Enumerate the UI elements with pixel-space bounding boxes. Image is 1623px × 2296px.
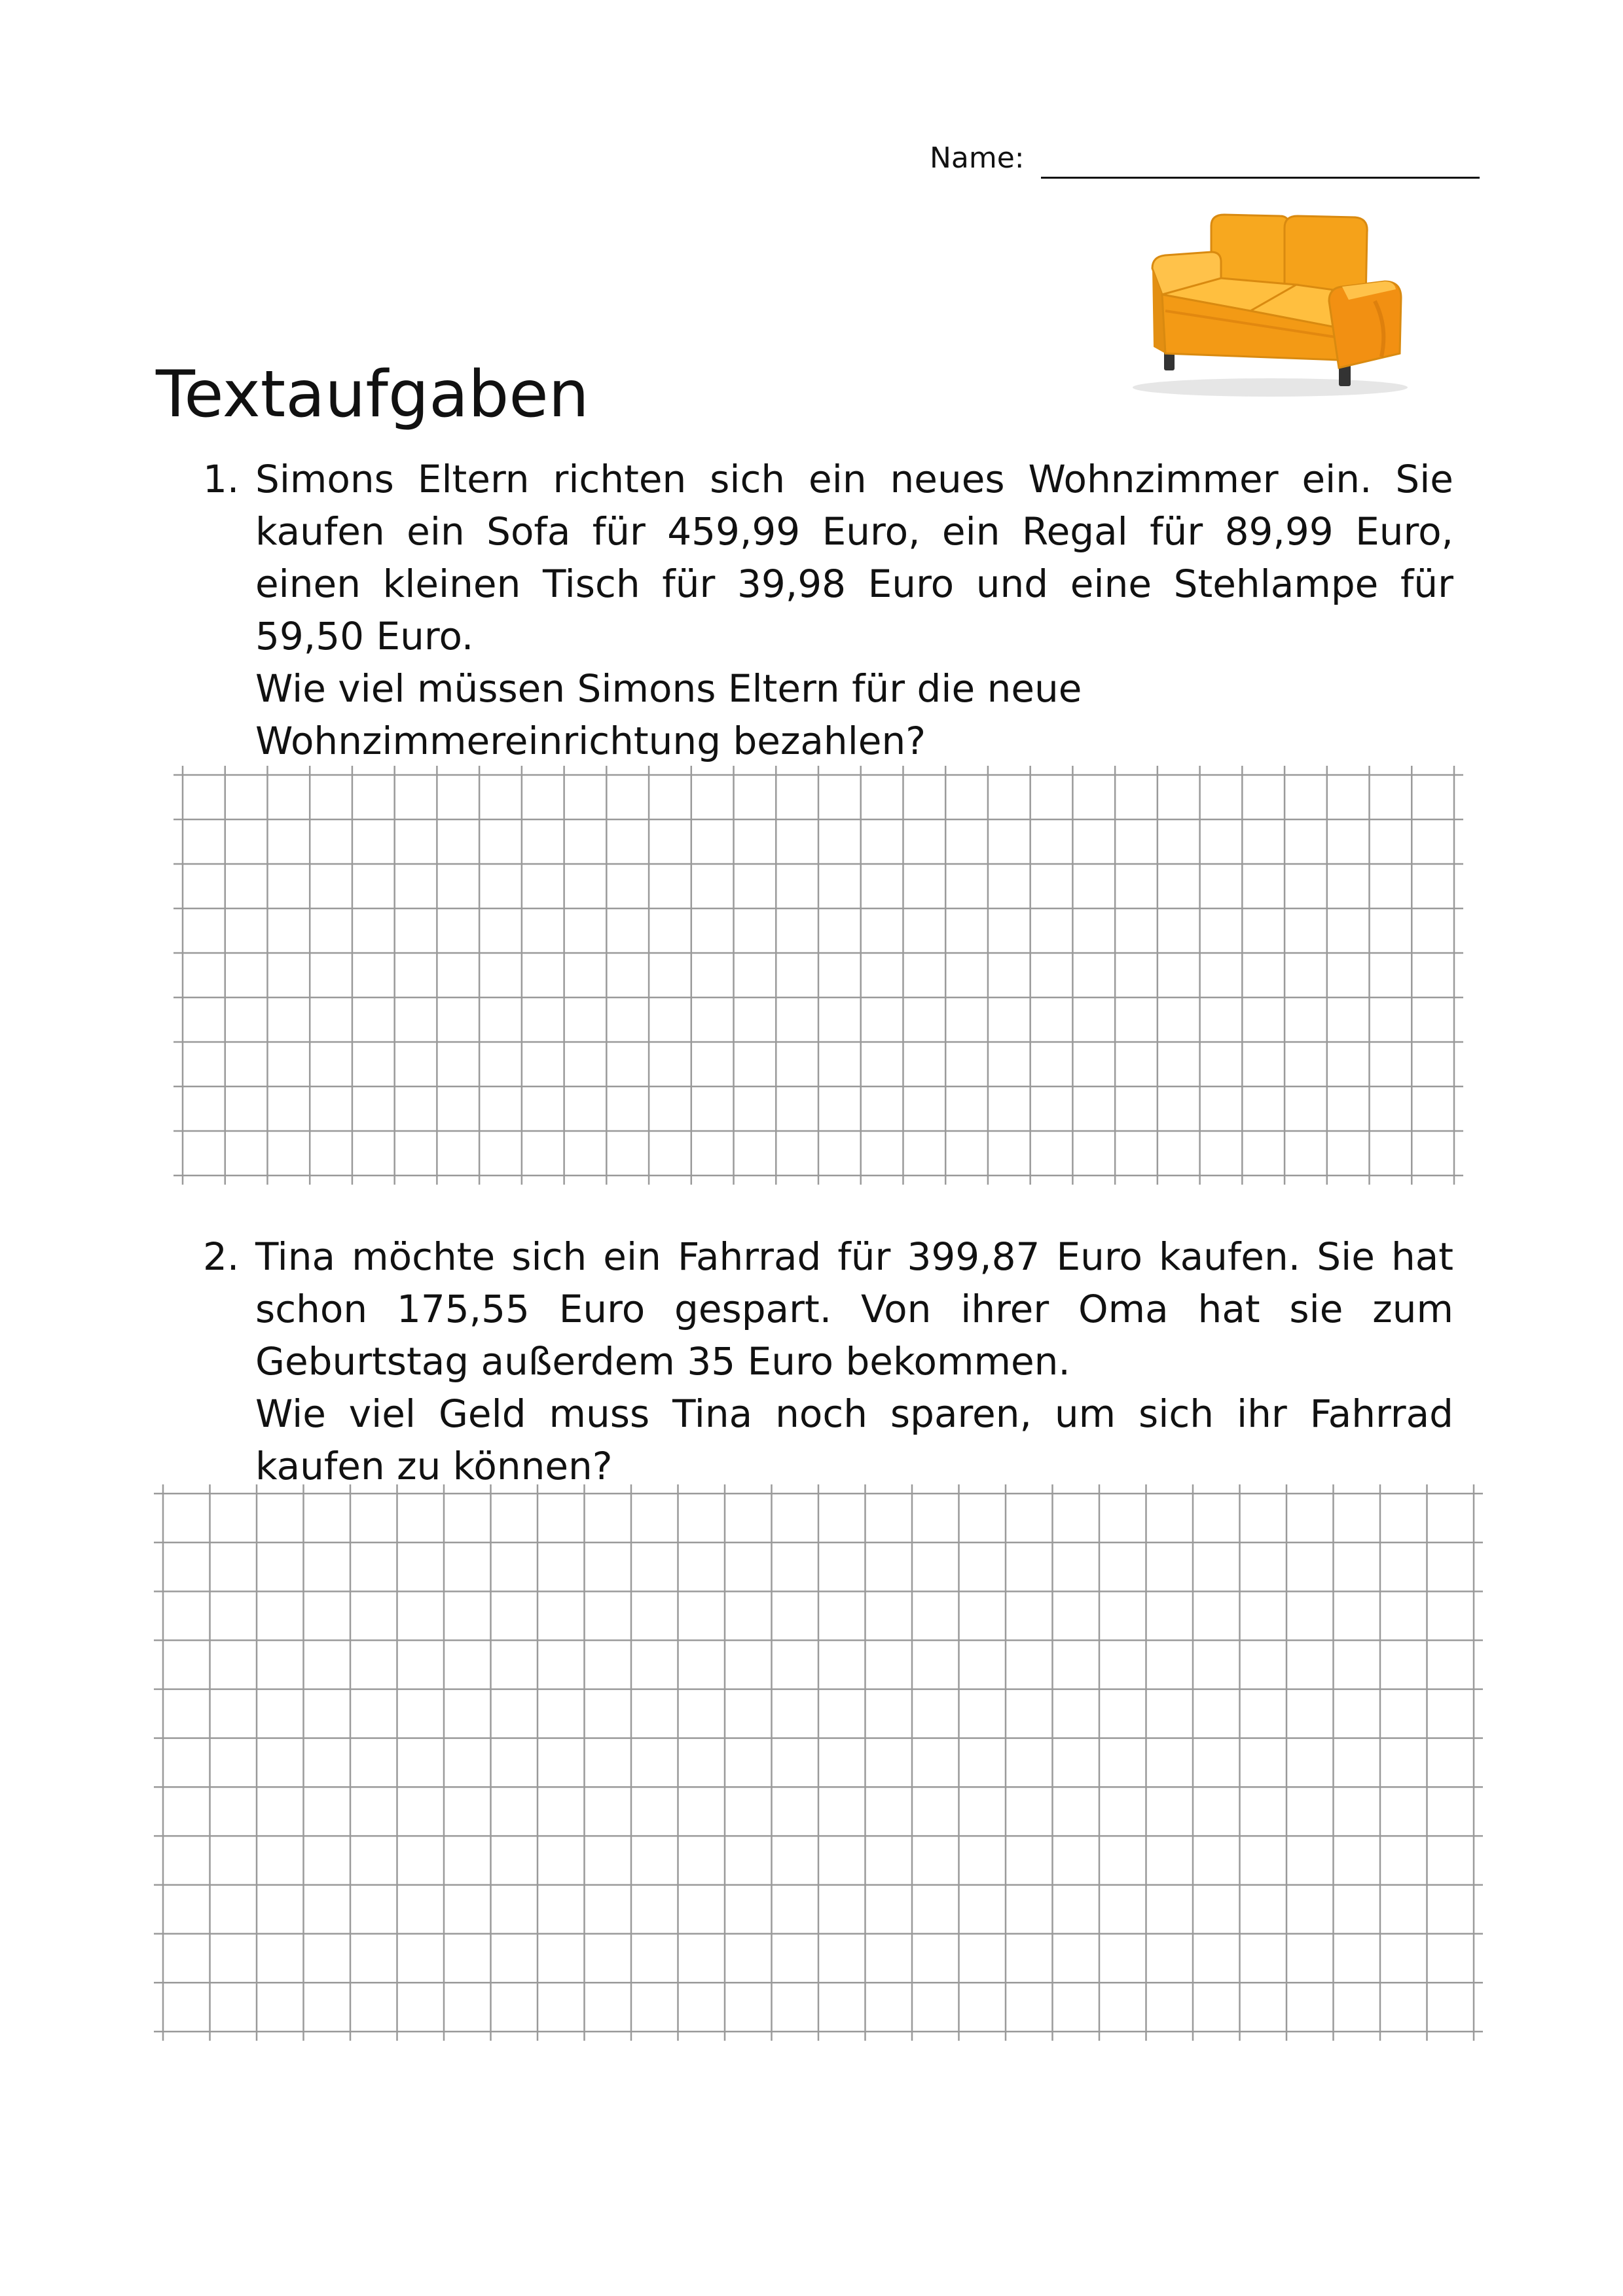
answer-grid[interactable] — [154, 1484, 1483, 2041]
task-number: 2. — [203, 1234, 240, 1279]
task-paragraph: Simons Eltern richten sich ein neues Wohnzimmer ein. Sie kaufen ein Sofa für 459,99 Euro, ein Regal für 89,99 Euro, einen kleinen Tisch für 39,98 Euro und eine Stehlampe für 59,50 Euro. — [255, 457, 1453, 658]
task-1 — [203, 453, 1467, 767]
name-field-row — [930, 136, 1480, 188]
task-number: 1. — [203, 457, 240, 501]
task-paragraph: Tina möchte sich ein Fahrrad für 399,87 Euro kaufen. Sie hat schon 175,55 Euro gespart. Von ihrer Oma hat sie zum Geburtstag außerdem 35 Euro bekommen. — [255, 1234, 1453, 1384]
task-2 — [203, 1230, 1467, 1492]
sofa-icon — [1113, 196, 1427, 406]
task-question: Wie viel Geld muss Tina noch sparen, um sich ihr Fahrrad kaufen zu können? — [255, 1391, 1453, 1488]
page-title: Textaufgaben — [156, 357, 589, 432]
answer-grid[interactable] — [173, 766, 1463, 1185]
name-label: Name: — [930, 141, 1025, 175]
task-text — [255, 453, 1453, 767]
task-question: Wie viel müssen Simons Eltern für die neue Wohnzimmereinrichtung bezahlen? — [255, 666, 1082, 763]
task-text — [255, 1230, 1453, 1492]
name-write-line[interactable] — [1041, 177, 1480, 179]
